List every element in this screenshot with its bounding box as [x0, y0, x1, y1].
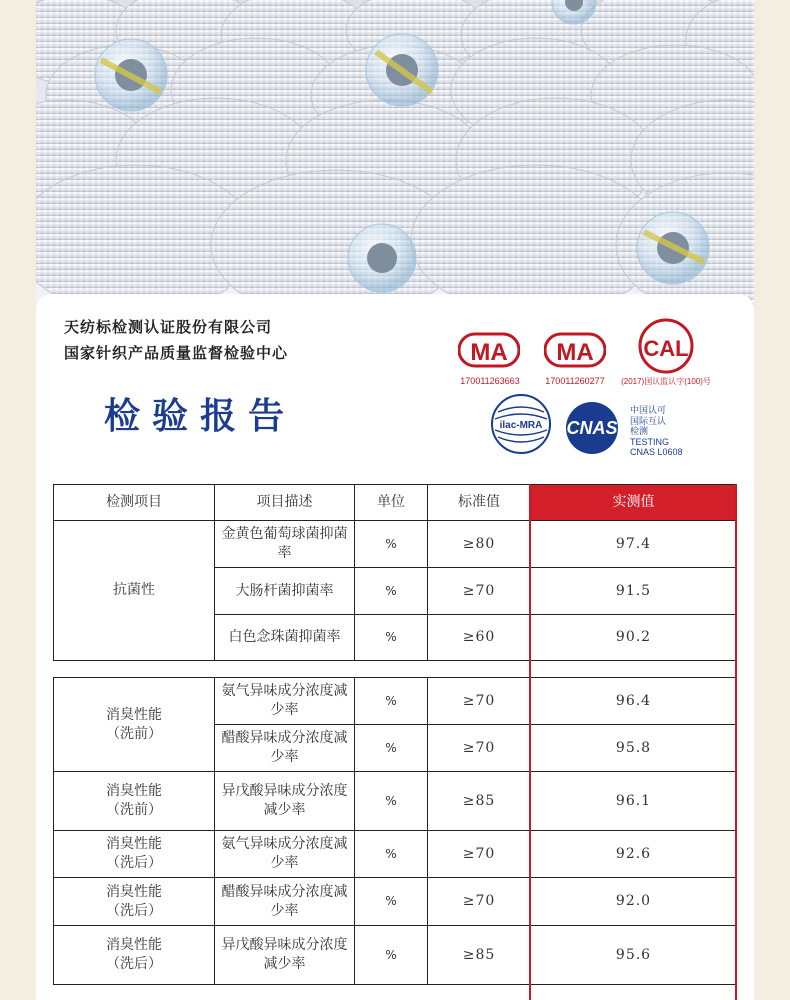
results-table-antibacterial — [53, 484, 737, 661]
standard-cell: ≥70 — [428, 568, 531, 615]
description-cell: 大肠杆菌抑菌率 — [215, 568, 355, 615]
cnas-line-1: 中国认可 — [630, 405, 667, 415]
standard-cell: ≥60 — [428, 615, 531, 661]
category-line-2: （洗后） — [106, 855, 162, 871]
category-line-2: （洗后） — [106, 902, 162, 919]
category-line-2: （洗后） — [106, 956, 162, 972]
cal-logo — [636, 318, 696, 374]
measured-cell: 90.2 — [531, 615, 737, 661]
table-row — [54, 831, 737, 878]
category-line-1: 消臭性能 — [106, 783, 162, 799]
cma-code-2: 170011260277 — [545, 376, 605, 386]
cal-mark: CAL — [643, 336, 689, 361]
table-row — [54, 772, 737, 831]
results-table-deodorizing — [53, 677, 737, 985]
header-measured: 实测值 — [531, 485, 737, 521]
cma-mark-1: MA — [470, 339, 508, 366]
cma-logo-2 — [544, 331, 606, 369]
description-cell: 氨气异味成分浓度减少率 — [215, 678, 355, 725]
ilac-mra-logo — [490, 392, 552, 456]
measured-cell: 95.6 — [531, 926, 737, 985]
org-name-1: 天纺标检测认证股份有限公司 — [64, 318, 273, 336]
category-cell: 抗菌性 — [54, 521, 215, 661]
standard-cell: ≥70 — [428, 678, 531, 725]
description-cell: 异戊酸异味成分浓度减少率 — [215, 926, 355, 985]
cnas-mark: CNAS — [566, 418, 618, 438]
header-description: 项目描述 — [215, 485, 355, 521]
unit-cell: % — [355, 615, 428, 661]
org-name-2: 国家针织产品质量监督检验中心 — [64, 344, 289, 362]
category-cell — [54, 772, 215, 831]
measured-cell: 91.5 — [531, 568, 737, 615]
category-cell — [54, 831, 215, 878]
cma-mark-2: MA — [556, 339, 594, 366]
header-standard: 标准值 — [428, 485, 531, 521]
unit-cell: % — [355, 568, 428, 615]
measured-cell: 92.0 — [531, 878, 737, 926]
measured-cell: 96.1 — [531, 772, 737, 831]
cnas-logo — [556, 400, 628, 456]
table-header-row — [54, 485, 737, 521]
measured-cell: 95.8 — [531, 725, 737, 772]
report-title: 检验报告 — [104, 395, 297, 437]
measured-cell: 96.4 — [531, 678, 737, 725]
ilac-mark: ilac-MRA — [499, 420, 543, 431]
category-line-1: 消臭性能 — [106, 836, 162, 852]
standard-cell: ≥85 — [428, 926, 531, 985]
description-cell: 氨气异味成分浓度减少率 — [215, 831, 355, 878]
description-cell: 金黄色葡萄球菌抑菌率 — [215, 521, 355, 568]
category-line-1: 消臭性能 — [106, 937, 162, 953]
unit-cell: % — [355, 678, 428, 725]
unit-cell: % — [355, 831, 428, 878]
hero-fiber-image — [36, 0, 754, 330]
cma-logo-1 — [458, 331, 520, 369]
description-cell: 白色念珠菌抑菌率 — [215, 615, 355, 661]
table-row — [54, 878, 737, 926]
cal-code: (2017)国认监认字(100)号 — [621, 377, 711, 386]
category-cell — [54, 678, 215, 772]
standard-cell: ≥70 — [428, 725, 531, 772]
measured-cell: 92.6 — [531, 831, 737, 878]
category-cell — [54, 926, 215, 985]
unit-cell: % — [355, 725, 428, 772]
description-cell: 醋酸异味成分浓度减少率 — [215, 878, 355, 926]
table-row — [54, 521, 737, 568]
standard-cell: ≥85 — [428, 772, 531, 831]
description-cell: 异戊酸异味成分浓度减少率 — [215, 772, 355, 831]
cnas-line-2: 国际互认 — [630, 415, 667, 426]
standard-cell: ≥70 — [428, 831, 531, 878]
category-line-1: 消臭性能 — [106, 706, 162, 723]
fiber-mounds-illustration — [36, 0, 754, 330]
cnas-line-5: CNAS L0608 — [630, 447, 683, 457]
cnas-line-4: TESTING — [630, 436, 670, 447]
category-line-2: （洗前） — [106, 802, 162, 818]
unit-cell: % — [355, 521, 428, 568]
cnas-text — [630, 405, 683, 458]
category-line-1: 消臭性能 — [106, 883, 162, 900]
standard-cell: ≥80 — [428, 521, 531, 568]
unit-cell: % — [355, 878, 428, 926]
cnas-line-3: 检测 — [630, 426, 649, 436]
measured-cell: 97.4 — [531, 521, 737, 568]
description-cell: 醋酸异味成分浓度减少率 — [215, 725, 355, 772]
category-cell — [54, 878, 215, 926]
unit-cell: % — [355, 772, 428, 831]
unit-cell: % — [355, 926, 428, 985]
category-line-2: （洗前） — [106, 725, 162, 742]
header-unit: 单位 — [355, 485, 428, 521]
cma-code-1: 170011263663 — [460, 376, 520, 386]
header-test-item: 检测项目 — [54, 485, 215, 521]
table-row — [54, 678, 737, 725]
table-row — [54, 926, 737, 985]
standard-cell: ≥70 — [428, 878, 531, 926]
